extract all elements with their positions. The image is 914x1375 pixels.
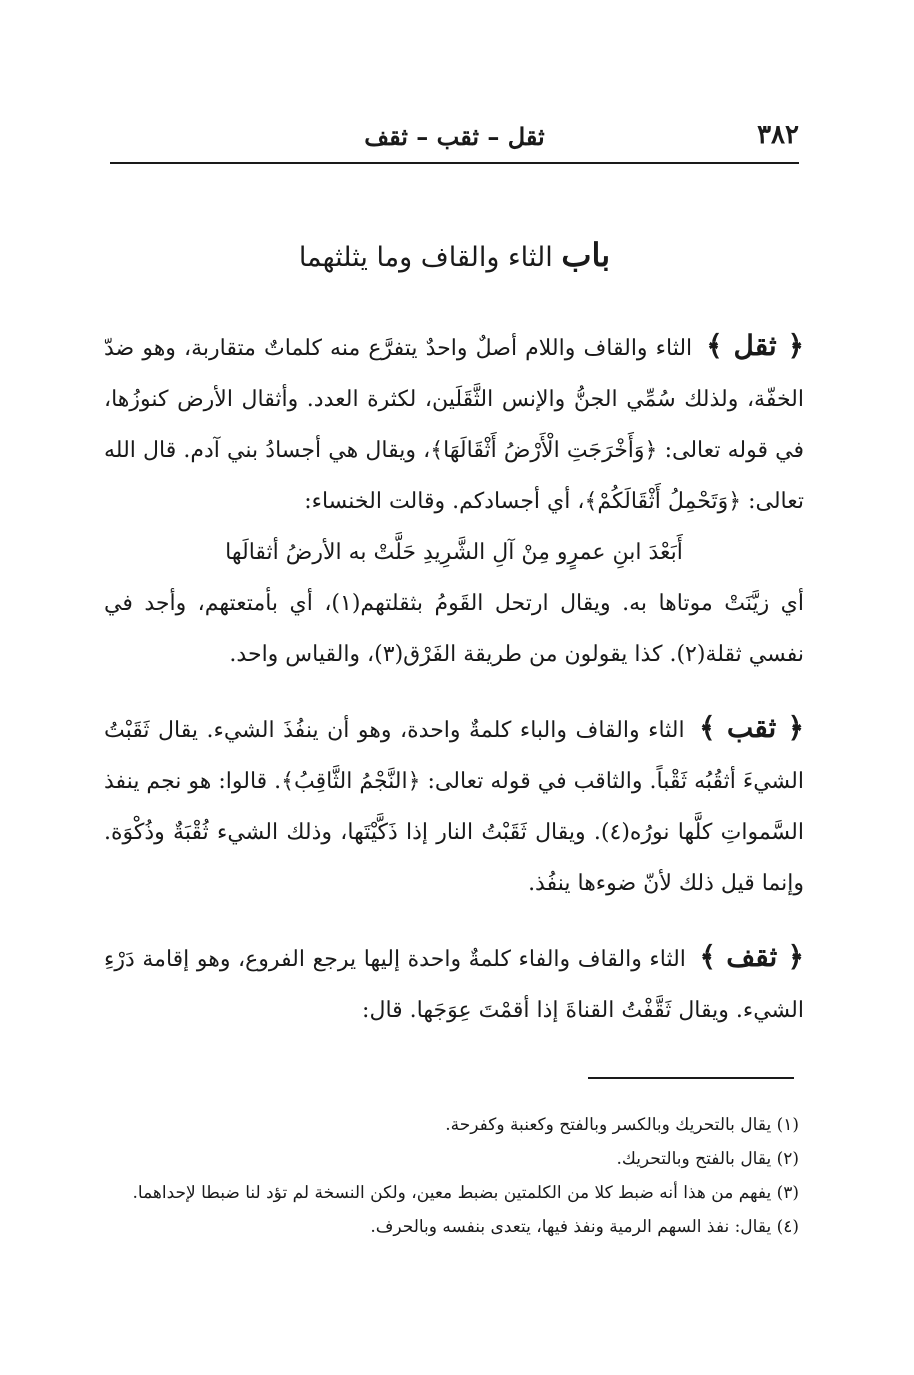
dictionary-entries bbox=[104, 320, 804, 1058]
entry-headword: ﴿ ثقب ﴾ bbox=[699, 711, 805, 744]
entry-headword: ﴿ ثقل ﴾ bbox=[706, 329, 804, 362]
entry-text: الثاء والقاف والباء كلمةٌ واحدة، وهو أن ينفُذَ الشيء. يقال ثَقَبْتُ الشيءَ أثقُبُه ثَقْباً. والثاقب في قوله تعالى: ﴿النَّجْمُ الثَّاقِبُ﴾. قالوا: هو نجم ينفذ السَّمواتِ كلَّها نورُه(٤). ويقال ثَقَبْتُ النار إذا ذَكَّيْتَها، وذلك الشيء ثُقْبَةٌ وذُكْوَة. وإنما قيل ذلك لأنّ ضوءها ينفُذ. bbox=[104, 718, 804, 896]
footnote-rule bbox=[588, 1077, 794, 1079]
footnotes bbox=[100, 1108, 799, 1244]
footnote-1: (١) يقال بالتحريك وبالكسر وبالفتح وكعنبة وكفرحة. bbox=[445, 1115, 799, 1135]
entry-headword: ﴿ ثقف ﴾ bbox=[699, 940, 805, 973]
entry-thaqaf bbox=[104, 931, 804, 1036]
chapter-bab-word: باب bbox=[561, 236, 611, 274]
running-title: ثقل – ثقب – ثقف bbox=[364, 122, 545, 151]
footnote-3: (٣) يفهم من هذا أنه ضبط كلا من الكلمتين بضبط معين، ولكن النسخة لم تؤد لنا ضبطا لإحداهما. bbox=[132, 1183, 799, 1203]
entry-text-after: أي زيَّنَتْ موتاها به. ويقال ارتحل القَومُ بثقلتهم(١)، أي بأمتعتهم، وأجد في نفسي ثقلة(٢). كذا يقولون من طريقة الفَرْق(٣)، والقياس واحد. bbox=[104, 591, 805, 667]
poem-verse: أَبَعْدَ ابنِ عمرٍو مِنْ آلِ الشَّرِيدِ حَلَّتْ به الأرضُ أثقالَها bbox=[225, 540, 683, 565]
entry-thaqal bbox=[104, 320, 804, 680]
entry-thaqab bbox=[104, 702, 804, 909]
footnote-4: (٤) يقال: نفذ السهم الرمية ونفذ فيها، يتعدى بنفسه وبالحرف. bbox=[370, 1217, 799, 1237]
chapter-title: الثاء والقاف وما يثلثهما bbox=[298, 242, 553, 273]
entry-text: الثاء والقاف واللام أصلٌ واحدٌ يتفرَّع منه كلماتٌ متقاربة، وهو ضدّ الخفّة، ولذلك سُمِّي الجنُّ والإنس الثَّقَلَين، لكثرة العدد. وأثقال الأرض كنوزُها، في قوله تعالى: ﴿وَأَخْرَجَتِ الْأَرْضُ أَثْقَالَهَا﴾، ويقال هي أجسادُ بني آدم. قال الله تعالى: ﴿وَتَحْمِلُ أَثْقَالَكُمْ﴾، أي أجسادكم. وقالت الخنساء: bbox=[104, 336, 804, 514]
entry-text: الثاء والقاف والفاء كلمةٌ واحدة إليها يرجع الفروع، وهو إقامة دَرْءِ الشيء. ويقال ثَقَّفْتُ القناةَ إذا أقمْتَ عِوَجَها. قال: bbox=[104, 947, 804, 1023]
footnote-2: (٢) يقال بالفتح وبالتحريك. bbox=[616, 1149, 799, 1169]
page-number: ٣٨٢ bbox=[757, 120, 799, 150]
chapter-heading bbox=[110, 236, 799, 274]
page-header bbox=[110, 120, 799, 156]
header-rule bbox=[110, 162, 799, 164]
